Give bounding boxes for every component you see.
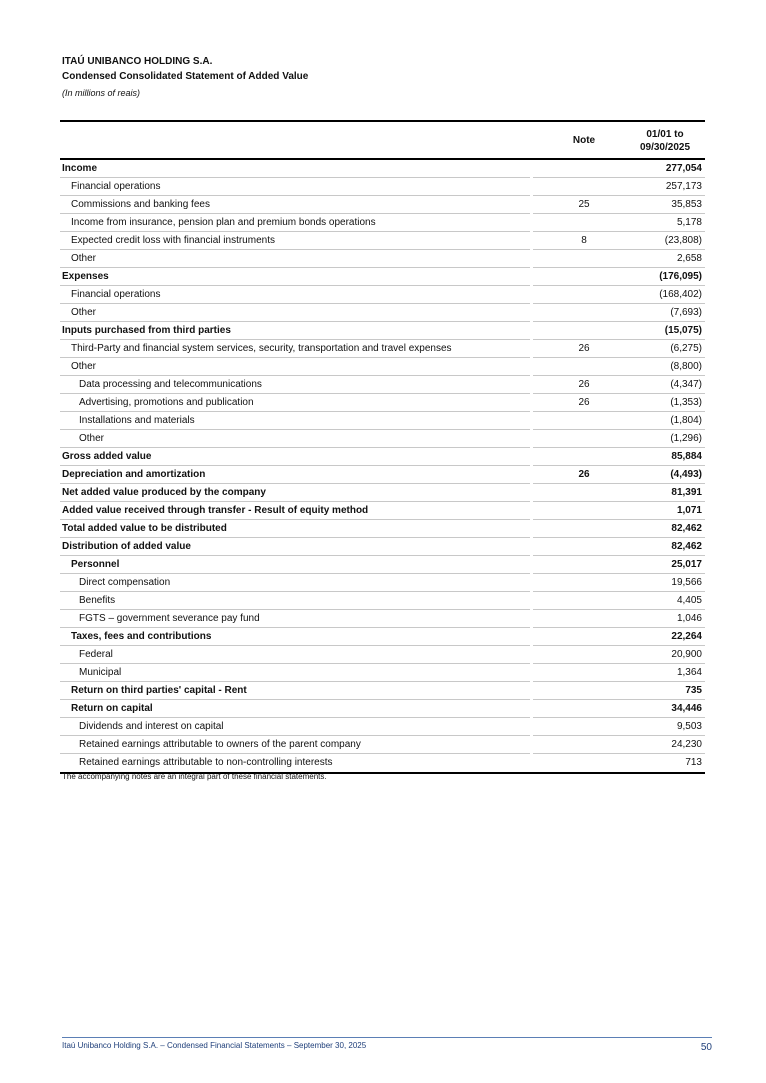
- table-row: [60, 700, 705, 718]
- row-value: (168,402): [659, 289, 702, 300]
- row-label: Depreciation and amortization: [62, 469, 206, 480]
- row-value: 1,046: [676, 613, 702, 624]
- table-row: [60, 610, 705, 628]
- row-label: Third-Party and financial system services, security, transportation and travel expenses: [71, 343, 452, 354]
- table-row: [60, 268, 705, 286]
- table-row: [60, 646, 705, 664]
- row-label: Financial operations: [71, 181, 161, 192]
- table-row: [60, 520, 705, 538]
- row-label: Income: [62, 163, 98, 174]
- row-value: 81,391: [671, 487, 702, 498]
- row-note: 26: [578, 379, 590, 390]
- table-row: [60, 448, 705, 466]
- row-value: (176,095): [659, 271, 702, 282]
- table-row: [60, 628, 705, 646]
- footnote: The accompanying notes are an integral part of these financial statements.: [62, 772, 327, 781]
- row-label: Retained earnings attributable to non-controlling interests: [79, 757, 333, 768]
- table-header: [60, 122, 705, 160]
- row-note: 8: [581, 235, 587, 246]
- row-value: 82,462: [671, 523, 702, 534]
- period-column-header: [625, 128, 705, 154]
- row-label: Advertising, promotions and publication: [79, 397, 254, 408]
- row-value: (4,347): [670, 379, 702, 390]
- table-row: [60, 502, 705, 520]
- row-label: Expenses: [62, 271, 109, 282]
- statement-title: Condensed Consolidated Statement of Added Value: [62, 71, 309, 82]
- row-note: 26: [578, 343, 590, 354]
- row-value: 19,566: [671, 577, 702, 588]
- units-note: (In millions of reais): [62, 88, 141, 98]
- row-label: Direct compensation: [79, 577, 171, 588]
- page-number: 50: [700, 1042, 712, 1053]
- table-row: [60, 466, 705, 484]
- table-row: [60, 232, 705, 250]
- row-value: 22,264: [671, 631, 702, 642]
- row-label: Total added value to be distributed: [62, 523, 227, 534]
- row-label: Federal: [79, 649, 113, 660]
- table-row: [60, 682, 705, 700]
- table-row: [60, 196, 705, 214]
- row-value: 9,503: [676, 721, 702, 732]
- footer-text: Itaú Unibanco Holding S.A. – Condensed Financial Statements – September 30, 2025: [62, 1041, 367, 1050]
- row-label: Income from insurance, pension plan and premium bonds operations: [71, 217, 376, 228]
- row-label: Taxes, fees and contributions: [71, 631, 212, 642]
- table-row: [60, 304, 705, 322]
- row-value: 2,658: [676, 253, 702, 264]
- table-row: [60, 322, 705, 340]
- table-row: [60, 484, 705, 502]
- row-label: Data processing and telecommunications: [79, 379, 262, 390]
- row-value: 25,017: [671, 559, 702, 570]
- row-value: (1,296): [670, 433, 702, 444]
- row-value: 713: [685, 757, 702, 768]
- row-note: 25: [578, 199, 590, 210]
- row-label: Return on capital: [71, 703, 153, 714]
- table-row: [60, 664, 705, 682]
- table-row: [60, 178, 705, 196]
- note-column-header: Note: [572, 135, 596, 146]
- row-value: 257,173: [665, 181, 702, 192]
- table-row: [60, 754, 705, 772]
- row-label: Dividends and interest on capital: [79, 721, 224, 732]
- row-value: (1,804): [670, 415, 702, 426]
- row-value: 1,364: [676, 667, 702, 678]
- row-label: Other: [71, 307, 97, 318]
- table-row: [60, 430, 705, 448]
- table-row: [60, 358, 705, 376]
- row-value: (15,075): [664, 325, 702, 336]
- row-value: 1,071: [676, 505, 702, 516]
- row-note: 26: [578, 469, 590, 480]
- row-label: Installations and materials: [79, 415, 195, 426]
- table-row: [60, 412, 705, 430]
- row-label: Retained earnings attributable to owners of the parent company: [79, 739, 361, 750]
- table-row: [60, 376, 705, 394]
- row-label: Inputs purchased from third parties: [62, 325, 231, 336]
- row-label: Gross added value: [62, 451, 152, 462]
- row-label: Benefits: [79, 595, 116, 606]
- row-label: Personnel: [71, 559, 120, 570]
- row-label: Financial operations: [71, 289, 161, 300]
- row-note: 26: [578, 397, 590, 408]
- row-label: Net added value produced by the company: [62, 487, 266, 498]
- row-label: Other: [71, 253, 97, 264]
- table-row: [60, 538, 705, 556]
- row-label: Other: [71, 361, 97, 372]
- row-value: (8,800): [670, 361, 702, 372]
- table-row: [60, 160, 705, 178]
- table-row: [60, 340, 705, 358]
- row-label: Expected credit loss with financial instruments: [71, 235, 275, 246]
- row-label: Return on third parties' capital - Rent: [71, 685, 247, 696]
- row-value: (7,693): [670, 307, 702, 318]
- row-label: Distribution of added value: [62, 541, 191, 552]
- table-row: [60, 592, 705, 610]
- row-value: 20,900: [671, 649, 702, 660]
- table-row: [60, 286, 705, 304]
- added-value-table: [60, 120, 705, 774]
- row-value: (23,808): [664, 235, 702, 246]
- row-value: 35,853: [671, 199, 702, 210]
- table-row: [60, 394, 705, 412]
- row-label: Other: [79, 433, 105, 444]
- row-value: (1,353): [670, 397, 702, 408]
- row-value: 277,054: [665, 163, 702, 174]
- table-row: [60, 556, 705, 574]
- table-row: [60, 214, 705, 232]
- row-value: (4,493): [670, 469, 702, 480]
- row-value: 5,178: [676, 217, 702, 228]
- table-row: [60, 574, 705, 592]
- row-value: 24,230: [671, 739, 702, 750]
- row-label: Added value received through transfer - Result of equity method: [62, 505, 369, 516]
- row-value: 85,884: [671, 451, 702, 462]
- row-label: Municipal: [79, 667, 122, 678]
- row-label: FGTS – government severance pay fund: [79, 613, 260, 624]
- table-row: [60, 718, 705, 736]
- row-label: Commissions and banking fees: [71, 199, 210, 210]
- row-value: (6,275): [670, 343, 702, 354]
- row-value: 82,462: [671, 541, 702, 552]
- table-body: [60, 160, 705, 772]
- row-value: 735: [685, 685, 702, 696]
- table-row: [60, 736, 705, 754]
- period-header-line1: 01/01 to: [646, 129, 684, 140]
- footer-rule: [62, 1037, 712, 1038]
- row-value: 34,446: [671, 703, 702, 714]
- table-row: [60, 250, 705, 268]
- company-name: ITAÚ UNIBANCO HOLDING S.A.: [62, 56, 213, 67]
- period-header-line2: 09/30/2025: [639, 142, 691, 153]
- row-value: 4,405: [676, 595, 702, 606]
